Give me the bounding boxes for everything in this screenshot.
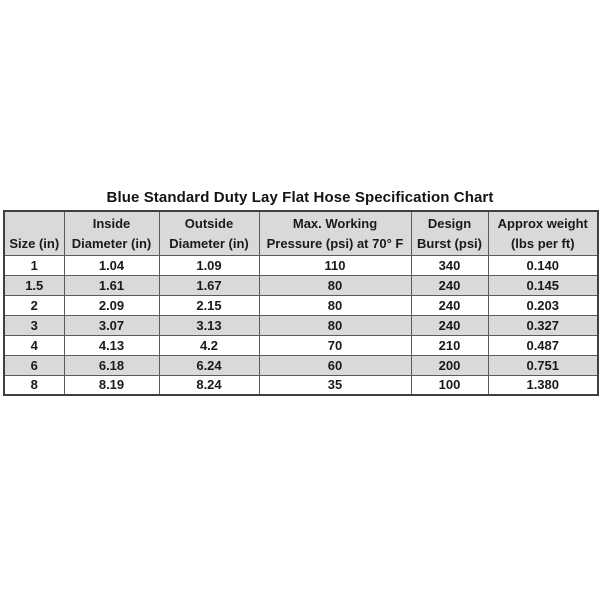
table-cell: 4.13 [64,335,159,355]
table-cell: 6.18 [64,355,159,375]
column-header-line: (lbs per ft) [510,235,575,251]
table-cell: 2.09 [64,295,159,315]
table-cell: 4 [4,335,64,355]
column-header-line: Max. Working [292,215,378,231]
table-cell: 6.24 [159,355,259,375]
table-cell: 3 [4,315,64,335]
column-header-line: Approx weight [497,215,588,231]
table-cell: 200 [411,355,488,375]
column-header [411,211,488,255]
table-cell: 1.61 [64,275,159,295]
table-cell: 1.09 [159,255,259,275]
chart-title: Blue Standard Duty Lay Flat Hose Specification Chart [106,189,494,206]
table-cell: 0.487 [488,335,598,355]
table-header [4,211,598,255]
column-header [159,211,259,255]
table-row [4,255,598,275]
table-cell: 2 [4,295,64,315]
header-row [4,211,598,255]
table-cell: 1.67 [159,275,259,295]
table-row [4,295,598,315]
table-row [4,375,598,395]
column-header [259,211,411,255]
table-cell: 4.2 [159,335,259,355]
table-cell: 0.140 [488,255,598,275]
column-header-line: Outside [184,215,234,231]
table-cell: 70 [259,335,411,355]
column-header-line: Diameter (in) [71,235,152,251]
table-cell: 8.24 [159,375,259,395]
column-header [64,211,159,255]
table-cell: 1.380 [488,375,598,395]
table-cell: 340 [411,255,488,275]
table-row [4,315,598,335]
table-row [4,335,598,355]
table-cell: 210 [411,335,488,355]
table-cell: 0.327 [488,315,598,335]
table-cell: 80 [259,295,411,315]
table-cell: 8.19 [64,375,159,395]
table-cell: 2.15 [159,295,259,315]
column-header [4,211,64,255]
column-header-line: Pressure (psi) at 70° F [266,235,404,251]
table-body [4,255,598,395]
table-row [4,275,598,295]
table-cell: 1.5 [4,275,64,295]
table-cell: 1.04 [64,255,159,275]
table-cell: 0.203 [488,295,598,315]
table-cell: 60 [259,355,411,375]
table-cell: 0.145 [488,275,598,295]
table-cell: 80 [259,275,411,295]
table-cell: 6 [4,355,64,375]
table-cell: 240 [411,295,488,315]
table-cell: 3.07 [64,315,159,335]
table-cell: 0.751 [488,355,598,375]
table-cell: 3.13 [159,315,259,335]
table-cell: 240 [411,315,488,335]
column-header-line: Size (in) [9,235,60,251]
table-cell: 80 [259,315,411,335]
table-cell: 110 [259,255,411,275]
column-header [488,211,598,255]
table-cell: 1 [4,255,64,275]
table-cell: 100 [411,375,488,395]
spec-table [3,210,599,396]
column-header-line: Burst (psi) [417,235,482,251]
table-cell: 35 [259,375,411,395]
column-header-line: Diameter (in) [169,235,249,251]
column-header-line: Inside [92,215,131,231]
spec-chart-container [3,189,597,396]
table-cell: 240 [411,275,488,295]
table-row [4,355,598,375]
table-cell: 8 [4,375,64,395]
column-header-line: Design [427,215,472,231]
